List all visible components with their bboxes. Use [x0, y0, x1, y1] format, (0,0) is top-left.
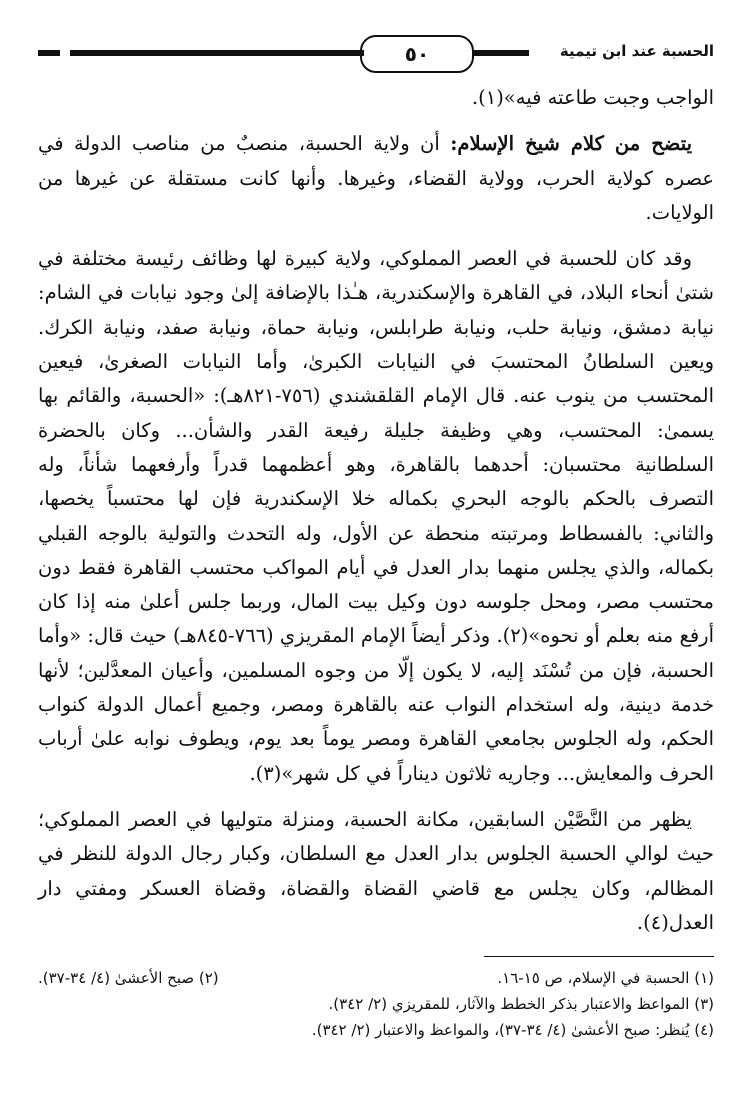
footnote-2: (٢) صبح الأعشىٰ (٤/ ٣٤-٣٧).	[38, 969, 219, 988]
header-rule-left	[70, 50, 364, 56]
footnote-1: (١) الحسبة في الإسلام، ص ١٥-١٦.	[497, 969, 714, 988]
paragraph-3: وقد كان للحسبة في العصر المملوكي، ولاية كبيرة لها وظائف رئيسة مختلفة في شتىٰ أنحاء البلاد، في القاهرة والإسكندرية، هـٰذا بالإضافة إلىٰ وجود نيابات في الشام: نيابة دمشق، ونيابة حلب، ونيابة طرابلس، ونيابة حماة، ونيابة صفد، ونيابة الكرك. ويعين السلطانُ المحتسبَ في النيابات الكبرىٰ، وأما النيابات الصغرىٰ، فيعين المحتسب من ينوب عنه. قال الإمام القلقشندي (٧٥٦-٨٢١هـ): «الحسبة، والقائم بها يسمىٰ: المحتسب، وهي وظيفة جليلة رفيعة القدر والشأن... وكان بالحضرة السلطانية محتسبان: أحدهما بالقاهرة، وهو أعظمهما قدراً وأرفعهما شأناً، وله التصرف بالحكم بالوجه البحري بكماله خلا الإسكندرية فإن لها محتسباً يخصها، والثاني: بالفسطاط ومرتبته منحطة عن الأول، وله التحدث والتولية بالوجه القبلي بكماله، والذي يجلس منهما بدار العدل في أيام المواكب محتسب القاهرة فقط دون محتسب مصر، ومحل جلوسه دون وكيل بيت المال، وربما جلس أعلىٰ منه إذا كان أرفع منه بعلم أو نحوه»(٢). وذكر أيضاً الإمام المقريزي (٧٦٦-٨٤٥هـ) حيث قال: «وأما الحسبة، فإن من تُسْنَد إليه، لا يكون إلّا من وجوه المسلمين، وأعيان المعدَّلين؛ لأنها خدمة دينية، وله استخدام النواب عنه بالقاهرة ومصر، وجميع أعمال الدولة كنواب الحكم، وله الجلوس بجامعي القاهرة ومصر يوماً بعد يوم، ويطوف نوابه علىٰ أرباب الحرف والمعايش... وجاريه ثلاثون ديناراً في كل شهر»(٣).	[38, 247, 715, 785]
paragraph-1: الواجب وجبت طاعته فيه»(١).	[471, 86, 714, 109]
header-rule-end	[38, 50, 60, 56]
paragraph-2	[38, 127, 714, 230]
paragraph-2-lead: يتضح من كلام شيخ الإسلام:	[450, 132, 693, 156]
paragraph-4: يظهر من النَّصَّيْن السابقين، مكانة الحسبة، ومنزلة متوليها في العصر المملوكي؛ حيث لوالي الحسبة الجلوس بدار العدل مع السلطان، وكبار رجال الدولة للنظر في المظالم، وكان يجلس مع قاضي القضاة والقضاة، وقضاة العسكر ومفتي دار العدل(٤).	[38, 807, 714, 934]
footnotes	[38, 965, 714, 1043]
paragraph-2-text: أن ولاية الحسبة، منصبٌ من مناصب الدولة في عصره كولاية الحرب، وولاية القضاء، وغيرها. وأنها كانت مستقلة عن غيرها من الولايات.	[38, 132, 714, 224]
book-page	[38, 32, 714, 1092]
footnote-row-1	[38, 965, 714, 991]
footnote-4: (٤) يُنظر: صبح الأعشىٰ (٤/ ٣٤-٣٧)، والمواعظ والاعتبار (٢/ ٣٤٢).	[311, 1021, 714, 1040]
page-number: ٥٠	[360, 35, 474, 73]
header-rule-right	[474, 50, 529, 56]
footnote-3: (٣) المواعظ والاعتبار بذكر الخطط والآثار، للمقريزي (٢/ ٣٤٢).	[328, 995, 714, 1014]
page-header	[38, 32, 714, 82]
running-title: الحسبة عند ابن تيمية	[559, 42, 714, 60]
body-text	[38, 81, 714, 940]
footnote-divider	[484, 956, 714, 957]
